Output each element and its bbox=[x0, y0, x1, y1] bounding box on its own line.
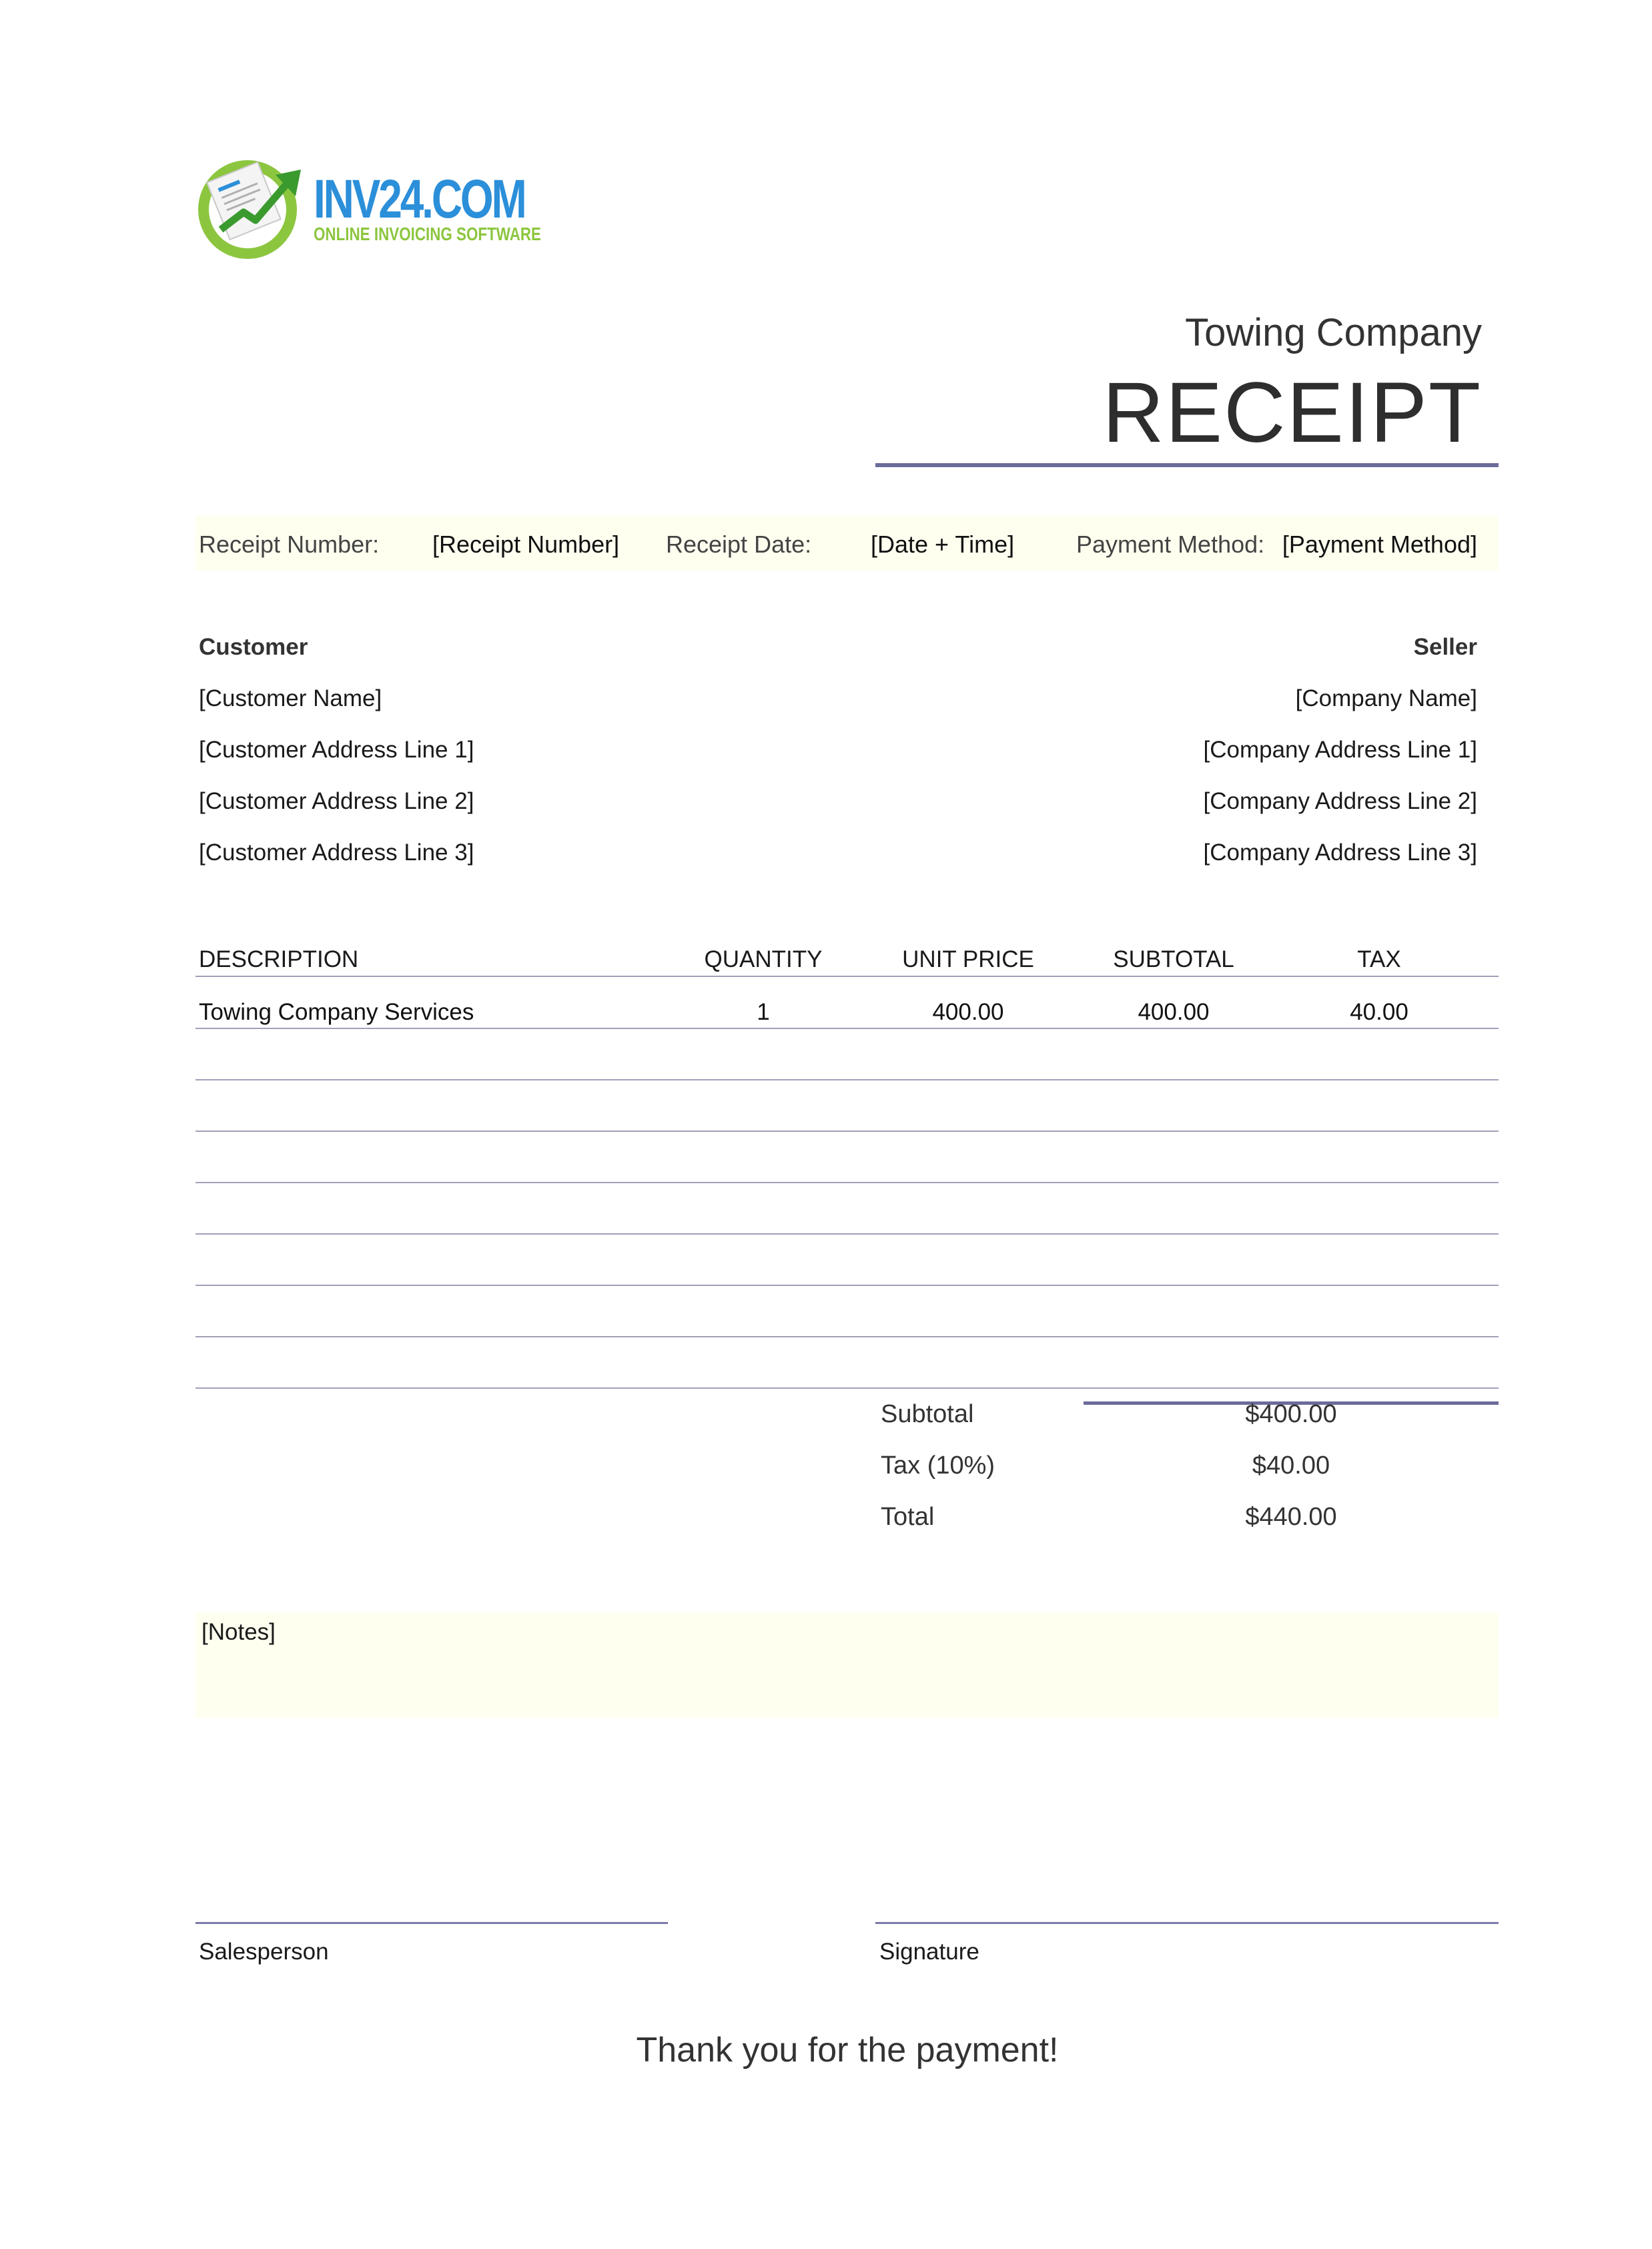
table-row-rule bbox=[195, 1131, 1499, 1132]
page-title: RECEIPT bbox=[1102, 365, 1482, 460]
table-row-rule bbox=[195, 1336, 1499, 1337]
seller-name: [Company Name] bbox=[1295, 685, 1477, 711]
seller-address-line-3: [Company Address Line 3] bbox=[1203, 840, 1477, 866]
seller-heading: Seller bbox=[1413, 634, 1477, 660]
notes-text: [Notes] bbox=[201, 1619, 276, 1645]
signature-label: Signature bbox=[879, 1939, 979, 1965]
table-row-rule bbox=[195, 1182, 1499, 1183]
col-header-tax: TAX bbox=[1357, 946, 1401, 972]
receipt-number-label: Receipt Number: bbox=[199, 531, 380, 558]
receipt-date-label: Receipt Date: bbox=[666, 531, 812, 558]
table-row-rule bbox=[195, 1028, 1499, 1029]
payment-method-label: Payment Method: bbox=[1076, 531, 1265, 558]
table-cell-quantity: 1 bbox=[757, 999, 770, 1025]
payment-method-value: [Payment Method] bbox=[1282, 531, 1477, 558]
tax-label: Tax (10%) bbox=[881, 1452, 995, 1480]
table-row-rule bbox=[195, 1285, 1499, 1286]
customer-heading: Customer bbox=[199, 634, 308, 660]
table-header-rule bbox=[195, 976, 1499, 977]
table-row-rule bbox=[195, 1387, 1499, 1389]
col-header-description: DESCRIPTION bbox=[199, 946, 359, 972]
tax-value: $40.00 bbox=[1252, 1452, 1330, 1480]
seller-address-line-1: [Company Address Line 1] bbox=[1203, 737, 1477, 763]
salesperson-line bbox=[195, 1922, 668, 1924]
title-divider bbox=[875, 463, 1499, 467]
table-row-rule bbox=[195, 1233, 1499, 1235]
subtotal-label: Subtotal bbox=[881, 1400, 974, 1428]
col-header-subtotal: SUBTOTAL bbox=[1113, 946, 1234, 972]
table-cell-unit-price: 400.00 bbox=[932, 999, 1004, 1025]
receipt-number-value: [Receipt Number] bbox=[432, 531, 620, 558]
salesperson-label: Salesperson bbox=[199, 1939, 329, 1965]
table-cell-tax: 40.00 bbox=[1350, 999, 1408, 1025]
seller-address-line-2: [Company Address Line 2] bbox=[1203, 788, 1477, 814]
col-header-unit-price: UNIT PRICE bbox=[902, 946, 1034, 972]
table-row-rule bbox=[195, 1079, 1499, 1080]
col-header-quantity: QUANTITY bbox=[704, 946, 823, 972]
thank-you-message: Thank you for the payment! bbox=[636, 2031, 1059, 2069]
notes-box bbox=[195, 1612, 1499, 1718]
customer-address-line-1: [Customer Address Line 1] bbox=[199, 737, 474, 763]
company-name-heading: Towing Company bbox=[1185, 311, 1482, 354]
logo-wordmark: INV24.COM bbox=[314, 169, 525, 230]
total-value: $440.00 bbox=[1245, 1503, 1337, 1531]
signature-line bbox=[875, 1922, 1499, 1924]
receipt-date-value: [Date + Time] bbox=[871, 531, 1015, 558]
logo-tagline: ONLINE INVOICING SOFTWARE bbox=[314, 224, 541, 244]
customer-address-line-3: [Customer Address Line 3] bbox=[199, 840, 474, 866]
subtotal-value: $400.00 bbox=[1245, 1400, 1337, 1428]
table-cell-description: Towing Company Services bbox=[199, 999, 474, 1025]
total-label: Total bbox=[881, 1503, 935, 1531]
logo-icon bbox=[195, 155, 309, 260]
customer-name: [Customer Name] bbox=[199, 685, 382, 711]
table-cell-subtotal: 400.00 bbox=[1138, 999, 1210, 1025]
customer-address-line-2: [Customer Address Line 2] bbox=[199, 788, 474, 814]
